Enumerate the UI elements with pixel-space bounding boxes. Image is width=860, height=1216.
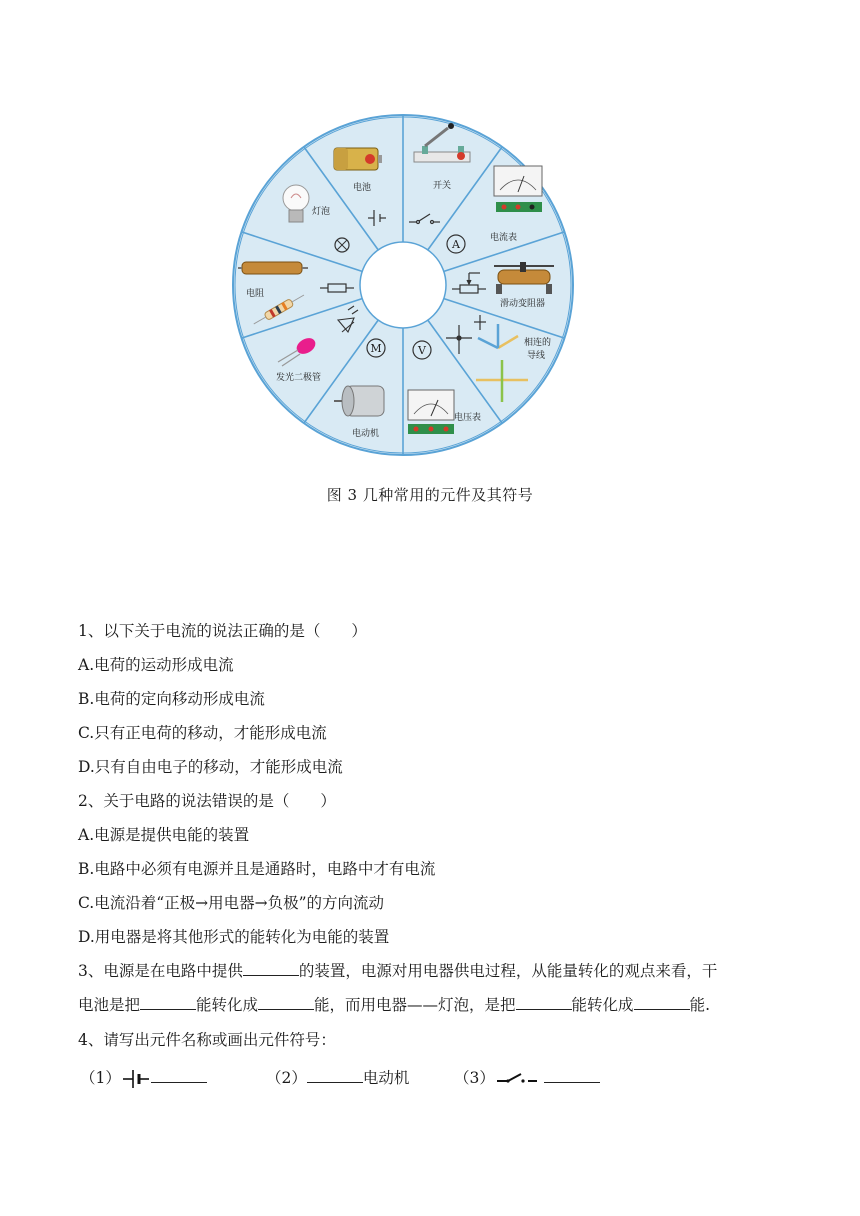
q2-option-d: D.用电器是将其他形式的能转化为电能的装置	[78, 928, 390, 946]
q3-line-1	[78, 959, 717, 981]
voltmeter-picture	[408, 390, 454, 434]
motor-label: 电动机	[352, 429, 380, 439]
components-wheel	[228, 110, 578, 460]
battery-label: 电池	[353, 183, 372, 193]
voltmeter-label: 电压表	[454, 413, 482, 423]
ammeter-label: 电流表	[490, 233, 518, 243]
q3-text-4: 能转化成	[196, 996, 259, 1014]
q1-option-a: A.电荷的运动形成电流	[78, 656, 234, 674]
q3-blank-4[interactable]	[516, 995, 572, 1010]
q3-text-1: 3、电源是在电路中提供	[78, 962, 243, 980]
q4-item-1-number: （1）	[80, 1069, 121, 1087]
bulb-label: 灯泡	[312, 207, 331, 217]
q4-blank-3[interactable]	[544, 1068, 600, 1083]
q4-blank-1[interactable]	[151, 1068, 207, 1083]
q3-text-6: 能转化成	[571, 996, 634, 1014]
battery-picture	[334, 148, 382, 170]
q3-blank-3[interactable]	[258, 995, 314, 1010]
components-figure	[228, 110, 578, 460]
q2-stem: 2、关于电路的说法错误的是（ ）	[78, 792, 336, 810]
q1-option-d: D.只有自由电子的移动，才能形成电流	[78, 758, 343, 776]
switch-symbol-icon	[495, 1069, 539, 1089]
q2-option-a: A.电源是提供电能的装置	[78, 826, 250, 844]
q4-stem: 4、请写出元件名称或画出元件符号：	[78, 1031, 336, 1049]
battery-cell-symbol-icon	[121, 1069, 151, 1089]
q4-item-3	[454, 1066, 600, 1089]
svg-text:A: A	[452, 238, 460, 251]
connected-wires-label-1: 相连的	[524, 338, 552, 348]
svg-text:M: M	[370, 342, 382, 355]
figure-caption: 图 3 几种常用的元件及其符号	[326, 486, 534, 504]
rheostat-label: 滑动变阻器	[500, 299, 546, 309]
q3-blank-1[interactable]	[243, 961, 299, 976]
q3-text-5: 能，而用电器——灯泡，是把	[314, 996, 516, 1014]
q3-text-3: 电池是把	[78, 996, 141, 1014]
q2-option-b: B.电路中必须有电源并且是通路时，电路中才有电流	[78, 860, 436, 878]
q4-item-2-number: （2）	[266, 1069, 307, 1087]
led-label: 发光二极管	[276, 373, 322, 383]
connected-wires-label-2: 导线	[527, 351, 546, 361]
q3-line-2	[78, 993, 710, 1015]
wheel-hub	[360, 242, 446, 328]
q4-blank-2[interactable]	[307, 1068, 363, 1083]
q1-option-b: B.电荷的定向移动形成电流	[78, 690, 265, 708]
ammeter-picture	[494, 166, 542, 212]
switch-label: 开关	[433, 181, 452, 191]
q4-item-2	[266, 1066, 409, 1088]
q3-text-2: 的装置，电源对用电器供电过程，从能量转化的观点来看，干	[298, 962, 718, 980]
resistor-label: 电阻	[246, 289, 265, 299]
q4-item-2-text: 电动机	[362, 1069, 410, 1087]
q2-option-c: C.电流沿着“正极→用电器→负极”的方向流动	[78, 894, 385, 912]
q1-option-c: C.只有正电荷的移动，才能形成电流	[78, 724, 327, 742]
q3-text-7: 能.	[689, 996, 710, 1014]
q4-item-1	[80, 1066, 207, 1089]
q3-blank-5[interactable]	[634, 995, 690, 1010]
q4-item-3-number: （3）	[454, 1069, 495, 1087]
svg-text:V: V	[418, 344, 426, 357]
q1-stem: 1、以下关于电流的说法正确的是（ ）	[78, 622, 367, 640]
q3-blank-2[interactable]	[140, 995, 196, 1010]
